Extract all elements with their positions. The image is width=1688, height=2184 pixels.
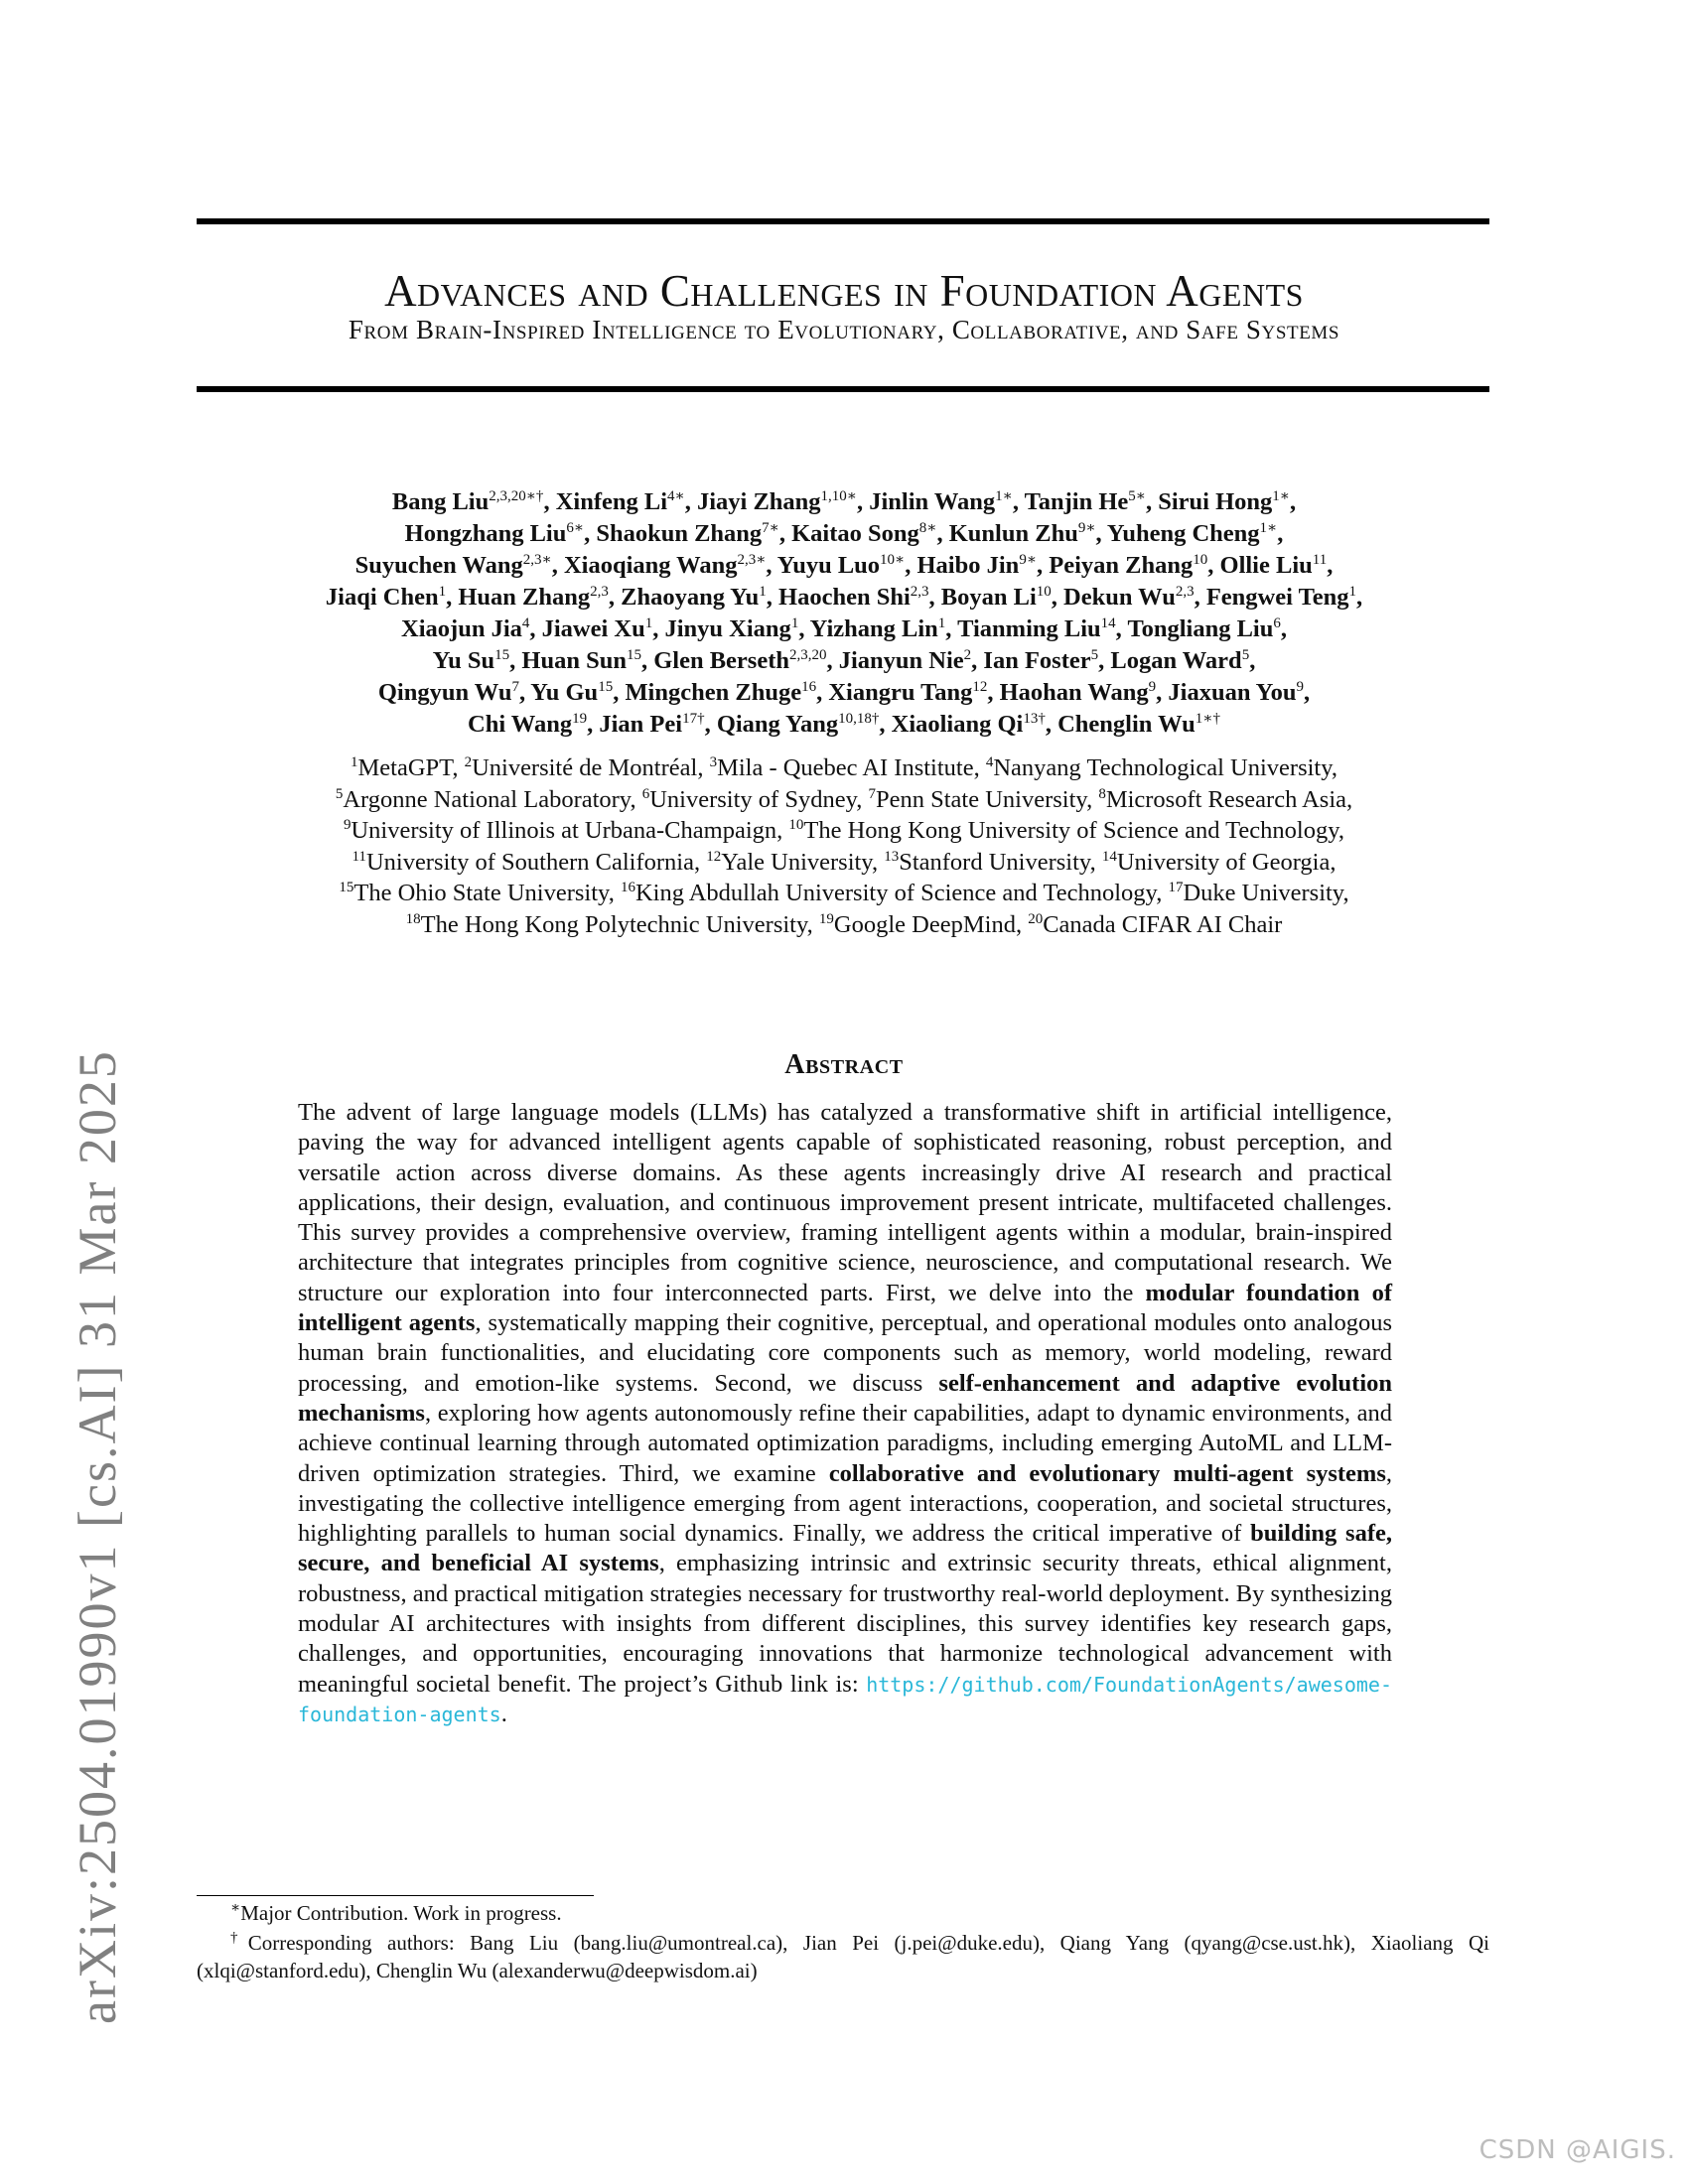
author bbox=[1000, 679, 1157, 706]
abstract-bold-4: building safe, secure, and beneficial AI systems bbox=[298, 1520, 1392, 1577]
footnote-mark: ∗ bbox=[230, 1900, 241, 1916]
author-name: Tongliang Liu bbox=[1127, 615, 1274, 642]
author bbox=[542, 615, 653, 642]
abstract-text: , emphasizing intrinsic and extrinsic security threats, ethical alignment, robustness, and practical mitigation strategies necessary for trustworthy real-world deployment. By synthesizing modular AI architectures with insights from different disciplines, this survey identifies key research gaps, challenges, and opportunities, encouraging innovations that harmonize technological advancement with meaningful societal benefit. The project’s Github link is: bbox=[298, 1550, 1392, 1698]
affiliation-name: Canada CIFAR AI Chair bbox=[1043, 910, 1283, 938]
author-name: Glen Berseth bbox=[653, 647, 789, 674]
affiliation-name: University of Southern California bbox=[365, 848, 694, 876]
author-affiliation-mark: 15 bbox=[626, 646, 641, 663]
author-name: Ollie Liu bbox=[1219, 552, 1313, 579]
affiliation-name: Duke University bbox=[1183, 880, 1343, 906]
author bbox=[665, 615, 799, 642]
author-name: Xiaoliang Qi bbox=[891, 711, 1024, 738]
affiliation bbox=[788, 817, 1338, 844]
author-affiliation-mark: 14 bbox=[1100, 614, 1116, 631]
author-affiliation-mark: 9 bbox=[1296, 678, 1305, 695]
watermark: CSDN @AIGIS. bbox=[1478, 2135, 1676, 2165]
affiliation-number: 12 bbox=[706, 848, 722, 865]
author-affiliation-mark: 1∗† bbox=[1195, 710, 1220, 727]
author bbox=[326, 584, 446, 611]
author-affiliation-mark: 15 bbox=[598, 678, 614, 695]
author-name: Tanjin He bbox=[1024, 488, 1129, 515]
author-name: Jinlin Wang bbox=[869, 488, 996, 515]
author bbox=[392, 488, 544, 515]
author-affiliation-mark: 10 bbox=[1036, 583, 1052, 600]
author-affiliation-mark: 19 bbox=[572, 710, 588, 727]
author-name: Yuheng Cheng bbox=[1106, 520, 1260, 547]
author bbox=[1127, 615, 1280, 642]
author-affiliation-mark: 1 bbox=[759, 583, 767, 600]
author bbox=[892, 711, 1046, 738]
author-affiliation-mark: 1∗ bbox=[1272, 487, 1290, 504]
affiliation bbox=[1102, 849, 1331, 876]
affiliation-name: The Ohio State University bbox=[353, 880, 609, 906]
author-name: Yizhang Lin bbox=[809, 615, 938, 642]
author-affiliation-mark: 17† bbox=[682, 710, 705, 727]
affiliation bbox=[819, 911, 1016, 938]
author-affiliation-mark: 12 bbox=[972, 678, 988, 695]
author-affiliation-mark: 15 bbox=[494, 646, 510, 663]
arxiv-side-label[interactable]: arXiv:2504.01990v1 [cs.AI] 31 Mar 2025 bbox=[68, 1049, 127, 2024]
affiliation-number: 4 bbox=[985, 753, 994, 770]
affiliation-name: University of Illinois at Urbana-Champaign bbox=[351, 817, 777, 844]
abstract-text: The advent of large language models (LLMs) has catalyzed a transformative shift in artificial intelligence, paving the way for advanced intelligent agents capable of sophisticated reasoning, robust perception, and versatile action across diverse domains. As these agents increasingly drive AI research and practical applications, their design, evaluation, and continuous improvement present intricate, multifaceted challenges. This survey provides a comprehensive overview, framing intelligent agents within a modular, brain-inspired architecture that integrates principles from cognitive science, neuroscience, and computational research. We structure our exploration into four interconnected parts. First, we delve into the bbox=[298, 1099, 1392, 1306]
author-affiliation-mark: 2,3∗ bbox=[522, 551, 552, 568]
author-name: Chenglin Wu bbox=[1057, 711, 1196, 738]
author-affiliation-mark: 2,3,20 bbox=[788, 646, 827, 663]
footnote-rule bbox=[197, 1895, 594, 1896]
affiliation-name: Argonne National Laboratory bbox=[343, 785, 631, 813]
affiliation-number: 13 bbox=[884, 848, 900, 865]
affiliation bbox=[884, 849, 1089, 876]
author-affiliation-mark: 10∗ bbox=[880, 551, 906, 568]
author-name: Suyuchen Wang bbox=[354, 552, 523, 579]
abstract-bold-2: self-enhancement and adaptive evolution mechanisms bbox=[298, 1369, 1393, 1427]
affiliation-number: 8 bbox=[1098, 785, 1106, 802]
author-name: Xiangru Tang bbox=[828, 679, 973, 706]
author-name: Xinfeng Li bbox=[555, 488, 667, 515]
affiliation-number: 16 bbox=[620, 879, 635, 895]
author-name: Hongzhang Liu bbox=[404, 520, 567, 547]
author-affiliation-mark: 9∗ bbox=[1077, 519, 1096, 536]
author-affiliation-mark: 1 bbox=[790, 614, 799, 631]
author bbox=[596, 520, 779, 547]
author-affiliation-mark: 1 bbox=[937, 614, 946, 631]
author-affiliation-mark: 1 bbox=[644, 614, 653, 631]
author-name: Ian Foster bbox=[983, 647, 1091, 674]
author bbox=[777, 552, 906, 579]
author bbox=[1168, 679, 1304, 706]
author-name: Xiaojun Jia bbox=[401, 615, 522, 642]
author-name: Bang Liu bbox=[391, 488, 490, 515]
affiliation bbox=[1168, 880, 1342, 906]
author-affiliation-mark: 5 bbox=[1241, 646, 1250, 663]
author-name: Kunlun Zhu bbox=[948, 520, 1078, 547]
author-name: Jiaqi Chen bbox=[325, 584, 439, 611]
author-affiliation-mark: 7∗ bbox=[762, 519, 779, 536]
affiliation-name: King Abdullah University of Science and Technology bbox=[634, 880, 1157, 906]
author bbox=[530, 679, 613, 706]
affiliation-name: University of Georgia bbox=[1116, 848, 1331, 876]
author bbox=[458, 584, 609, 611]
author-affiliation-mark: 7 bbox=[511, 678, 519, 695]
author-name: Zhaoyang Yu bbox=[621, 584, 760, 611]
abstract-text: , investigating the collective intelligence emerging from agent interactions, cooperation, and societal structures, highlighting parallels to human social dynamics. Finally, we address the critical imperative of bbox=[298, 1459, 1392, 1548]
abstract-heading: Abstract bbox=[784, 1049, 904, 1080]
author-name: Huan Sun bbox=[521, 647, 627, 674]
author-name: Qingyun Wu bbox=[377, 679, 512, 706]
affiliation-number: 10 bbox=[788, 816, 804, 833]
author bbox=[433, 647, 509, 674]
author-name: Jiaxuan You bbox=[1168, 679, 1297, 706]
author-affiliation-mark: 2,3 bbox=[910, 583, 929, 600]
author bbox=[717, 711, 880, 738]
author bbox=[1063, 584, 1195, 611]
author-affiliation-mark: 1 bbox=[438, 583, 447, 600]
footnote-1 bbox=[197, 1899, 1489, 1927]
affiliation-number: 14 bbox=[1101, 848, 1117, 865]
author-name: Logan Ward bbox=[1110, 647, 1242, 674]
author bbox=[625, 679, 816, 706]
author-name: Qiang Yang bbox=[716, 711, 839, 738]
author bbox=[378, 679, 519, 706]
author-name: Dekun Wu bbox=[1063, 584, 1176, 611]
affiliation bbox=[1098, 786, 1346, 813]
author-name: Jinyu Xiang bbox=[664, 615, 791, 642]
author-affiliation-mark: 1 bbox=[1348, 583, 1356, 600]
affiliation-number: 2 bbox=[464, 753, 473, 770]
author-affiliation-mark: 13† bbox=[1023, 710, 1046, 727]
author bbox=[917, 552, 1038, 579]
author-name: Jiayi Zhang bbox=[696, 488, 821, 515]
abstract-text: , exploring how agents autonomously refine their capabilities, adapt to dynamic environments, and achieve continual learning through automated optimization paradigms, including emerging AutoML and LLM-driven optimization strategies. Third, we examine bbox=[298, 1399, 1392, 1487]
author bbox=[1220, 552, 1328, 579]
footnote-2 bbox=[197, 1929, 1489, 1984]
footnote-text: Major Contribution. Work in progress. bbox=[240, 1901, 562, 1925]
affiliation bbox=[406, 911, 807, 938]
author-affiliation-mark: 4 bbox=[521, 614, 530, 631]
author-name: Haochen Shi bbox=[778, 584, 911, 611]
abstract-bold-1: modular foundation of intelligent agents bbox=[298, 1279, 1393, 1337]
github-link[interactable]: https://github.com/FoundationAgents/awesome-foundation-agents bbox=[298, 1672, 1392, 1726]
paper-title: Advances and Challenges in Foundation Agents bbox=[384, 266, 1304, 316]
author bbox=[564, 552, 766, 579]
author bbox=[949, 520, 1096, 547]
author-affiliation-mark: 5 bbox=[1090, 646, 1099, 663]
affiliation-number: 15 bbox=[339, 879, 354, 895]
author bbox=[401, 615, 529, 642]
author bbox=[957, 615, 1116, 642]
top-rule bbox=[197, 218, 1489, 224]
affiliation bbox=[642, 786, 857, 813]
author-name: Jianyun Nie bbox=[838, 647, 964, 674]
affiliation bbox=[621, 880, 1156, 906]
affiliation-number: 19 bbox=[818, 910, 834, 927]
author bbox=[697, 488, 857, 515]
author bbox=[521, 647, 641, 674]
paper-subtitle: From Brain-Inspired Intelligence to Evolutionary, Collaborative, and Safe Systems bbox=[348, 315, 1340, 344]
affiliation bbox=[352, 849, 693, 876]
affiliation-number: 6 bbox=[641, 785, 650, 802]
author-name: Yuyu Luo bbox=[776, 552, 881, 579]
author-name: Sirui Hong bbox=[1158, 488, 1273, 515]
author-name: Yu Su bbox=[432, 647, 495, 674]
affiliation-name: Google DeepMind bbox=[833, 910, 1016, 938]
author-affiliation-mark: 8∗ bbox=[918, 519, 937, 536]
affiliation-number: 9 bbox=[343, 816, 352, 833]
author bbox=[556, 488, 685, 515]
affiliation-number: 20 bbox=[1028, 910, 1044, 927]
author-affiliation-mark: 11 bbox=[1312, 551, 1328, 568]
author-name: Jian Pei bbox=[599, 711, 683, 738]
affiliation-number: 3 bbox=[709, 753, 718, 770]
author-affiliation-mark: 2 bbox=[963, 646, 972, 663]
author-list: Bang Liu$^{2,3,20∗\dagger}$, Xinfeng $Li^{4∗}$, Jiayi Zhang$^{1,10∗}$, Jinlin Wang$^{1∗}$, Tanjin $He^{5∗}$, Sirui Hong$^{1∗}$, Hongzhang Liu$^{6∗}$, Shaokun Zhang$^{7∗}$, Kaitao Song$^{8∗}$, Kunlun Zhu$^{9∗}$, Yuheng Cheng$^{1∗}$, Suyuchen Wang$^{2,3∗}$, Xiaoqiang Wang$^{2,3∗}$, Yuyu Luo$^{10∗}$, Haibo Jin$^{9∗}$, Peiyan Zhang$^{10}$, Ollie Liu$^{11}$, Jiaqi Chen$^1$, Huan Zhang$^{2,3}$, Zhaoyang Yu$^1$, Haochen Shi$^{2,3}$, Boyan Li$^{10}$, Dekun Wu$^{2,3}$, Fengwei Teng$^1$, Xiaojun Jia$^4$, Jiawei Xu$^1$, Jinyu Xiang$^1$, Yizhang Lin$^1$, Tianming Liu$^{14}$, Tongliang Liu$^6$, Yu Su$^{15}$, Huan Sun$^{15}$, Glen Berseth$^{2,3,20}$, Jianyun Nie$^2$, Ian Foster$^5$, Logan Ward$^5$, Qingyun Wu$^7$, Yu Gu$^{15}$, Mingchen Zhuge$^{16}$, Xiangru Tang$^{12}$, Haohan Wang$^9$, Jiaxuan You$^9$, Chi Wang$^{19}$, Jian Pei$^{17\dagger}$, Qiang Yang$^{10,18\dagger}$, Xiaoliang $Qi^{13\dagger}$, Chenglin $Wu^{1∗\dagger}$ bbox=[325, 487, 1363, 738]
author-name: Jiawei Xu bbox=[541, 615, 645, 642]
author-affiliation-mark: 6∗ bbox=[566, 519, 585, 536]
author-name: Haibo Jin bbox=[916, 552, 1020, 579]
author-affiliation-mark: 16 bbox=[801, 678, 817, 695]
affiliation bbox=[1028, 911, 1282, 938]
author-affiliation-mark: 10 bbox=[1193, 551, 1208, 568]
author bbox=[791, 520, 936, 547]
affiliation-number: 18 bbox=[405, 910, 421, 927]
author-name: Mingchen Zhuge bbox=[625, 679, 802, 706]
affiliation-name: Yale University bbox=[721, 848, 872, 876]
abstract-bold-3: collaborative and evolutionary multi-agent systems bbox=[828, 1459, 1386, 1487]
author bbox=[839, 647, 971, 674]
author bbox=[599, 711, 704, 738]
footnote-text: Corresponding authors: Bang Liu (bang.liu@umontreal.ca), Jian Pei (j.pei@duke.edu), Qiang Yang (qyang@cse.ust.hk), Xiaoliang Qi (xlqi@stanford.edu), Chenglin Wu (alexanderwu@deepwisdom.ai) bbox=[197, 1931, 1490, 1982]
affiliation-name: MetaGPT bbox=[357, 754, 453, 781]
affiliation bbox=[710, 754, 974, 781]
author-affiliation-mark: 9 bbox=[1148, 678, 1157, 695]
author-name: Xiaoqiang Wang bbox=[563, 552, 738, 579]
author bbox=[621, 584, 767, 611]
author-name: Fengwei Teng bbox=[1205, 584, 1349, 611]
affiliation-number: 17 bbox=[1168, 879, 1184, 895]
affiliation-name: Stanford University bbox=[899, 848, 1090, 876]
author bbox=[983, 647, 1098, 674]
author bbox=[810, 615, 946, 642]
author bbox=[1057, 711, 1220, 738]
author bbox=[1206, 584, 1356, 611]
author-name: Huan Zhang bbox=[458, 584, 591, 611]
author bbox=[355, 552, 552, 579]
abstract-text: , systematically mapping their cognitive, perceptual, and operational modules onto analogous human brain functionalities, and elucidating core components such as memory, world modeling, reward processing, and emotion-like systems. Second, we discuss bbox=[298, 1309, 1392, 1397]
author-name: Shaokun Zhang bbox=[596, 520, 763, 547]
author bbox=[653, 647, 826, 674]
author-affiliation-mark: 2,3 bbox=[1175, 583, 1195, 600]
author bbox=[1110, 647, 1249, 674]
author bbox=[405, 520, 584, 547]
affiliation-name: University of Sydney bbox=[649, 785, 857, 813]
author-affiliation-mark: 1,10∗ bbox=[820, 487, 857, 504]
author-affiliation-mark: 10,18† bbox=[838, 710, 880, 727]
affiliation-number: 5 bbox=[335, 785, 344, 802]
author-affiliation-mark: 6 bbox=[1273, 614, 1281, 631]
author-affiliation-mark: 4∗ bbox=[667, 487, 685, 504]
author-name: Peiyan Zhang bbox=[1049, 552, 1194, 579]
affiliation-name: Mila - Quebec AI Institute bbox=[717, 754, 974, 781]
affiliation bbox=[868, 786, 1086, 813]
affiliation-number: 11 bbox=[352, 848, 366, 865]
affiliation-name: Penn State University bbox=[875, 785, 1087, 813]
footnote-mark: † bbox=[230, 1930, 248, 1946]
affiliation-name: Nanyang Technological University bbox=[993, 754, 1332, 781]
author-affiliation-mark: 1∗ bbox=[995, 487, 1013, 504]
author-name: Tianming Liu bbox=[957, 615, 1101, 642]
affiliation bbox=[465, 754, 698, 781]
affiliation bbox=[986, 754, 1332, 781]
author bbox=[941, 584, 1052, 611]
abstract-body bbox=[298, 1098, 1392, 1729]
author-affiliation-mark: 9∗ bbox=[1019, 551, 1038, 568]
author bbox=[468, 711, 587, 738]
author-name: Kaitao Song bbox=[791, 520, 919, 547]
affiliation bbox=[336, 786, 631, 813]
author bbox=[869, 488, 1013, 515]
author bbox=[1049, 552, 1207, 579]
affiliation-number: 7 bbox=[868, 785, 876, 802]
author-name: Chi Wang bbox=[468, 711, 573, 738]
affiliation-list: $^1$MetaGPT, $^2$Université de Montréal, $^3$Mila - Quebec AI Institute, $^4$Nanyang Technological University, $^5$Argonne National Laboratory, $^6$University of Sydney, $^7$Penn State University, $^8$Microsoft Research Asia, $^9$University of Illinois at Urbana-Champaign, $^{10}$The Hong Kong University of Science and Technology, $^{11}$University of Southern California, $^{12}$Yale University, $^{13}$Stanford University, $^{14}$University of Georgia, $^{15}$The Ohio State University, $^{16}$King Abdullah University of Science and Technology, $^{17}$Duke University, $^{18}$The Hong Kong Polytechnic University, $^{19}$Google DeepMind, $^{20}$Canada CIFAR AI Chair bbox=[335, 753, 1353, 938]
bottom-rule bbox=[197, 386, 1489, 392]
affiliation bbox=[344, 817, 776, 844]
author-name: Boyan Li bbox=[940, 584, 1037, 611]
author-name: Yu Gu bbox=[530, 679, 599, 706]
abstract-end: . bbox=[500, 1700, 507, 1727]
affiliation bbox=[339, 880, 608, 906]
author bbox=[1025, 488, 1146, 515]
author-affiliation-mark: 2,3∗ bbox=[737, 551, 767, 568]
affiliation-name: Microsoft Research Asia bbox=[1105, 785, 1347, 813]
affiliation-name: The Hong Kong Polytechnic University bbox=[420, 910, 807, 938]
author bbox=[778, 584, 929, 611]
author bbox=[828, 679, 987, 706]
author-affiliation-mark: 2,3,20∗† bbox=[489, 487, 544, 504]
affiliation-number: 1 bbox=[351, 753, 358, 770]
affiliation bbox=[706, 849, 872, 876]
affiliation bbox=[351, 754, 452, 781]
author-affiliation-mark: 2,3 bbox=[590, 583, 609, 600]
author-name: Haohan Wang bbox=[999, 679, 1149, 706]
author-affiliation-mark: 5∗ bbox=[1128, 487, 1146, 504]
author bbox=[1158, 488, 1290, 515]
affiliation-name: The Hong Kong University of Science and Technology bbox=[803, 817, 1338, 844]
affiliation-name: Université de Montréal bbox=[472, 754, 698, 781]
author-affiliation-mark: 1∗ bbox=[1259, 519, 1278, 536]
author bbox=[1107, 520, 1277, 547]
